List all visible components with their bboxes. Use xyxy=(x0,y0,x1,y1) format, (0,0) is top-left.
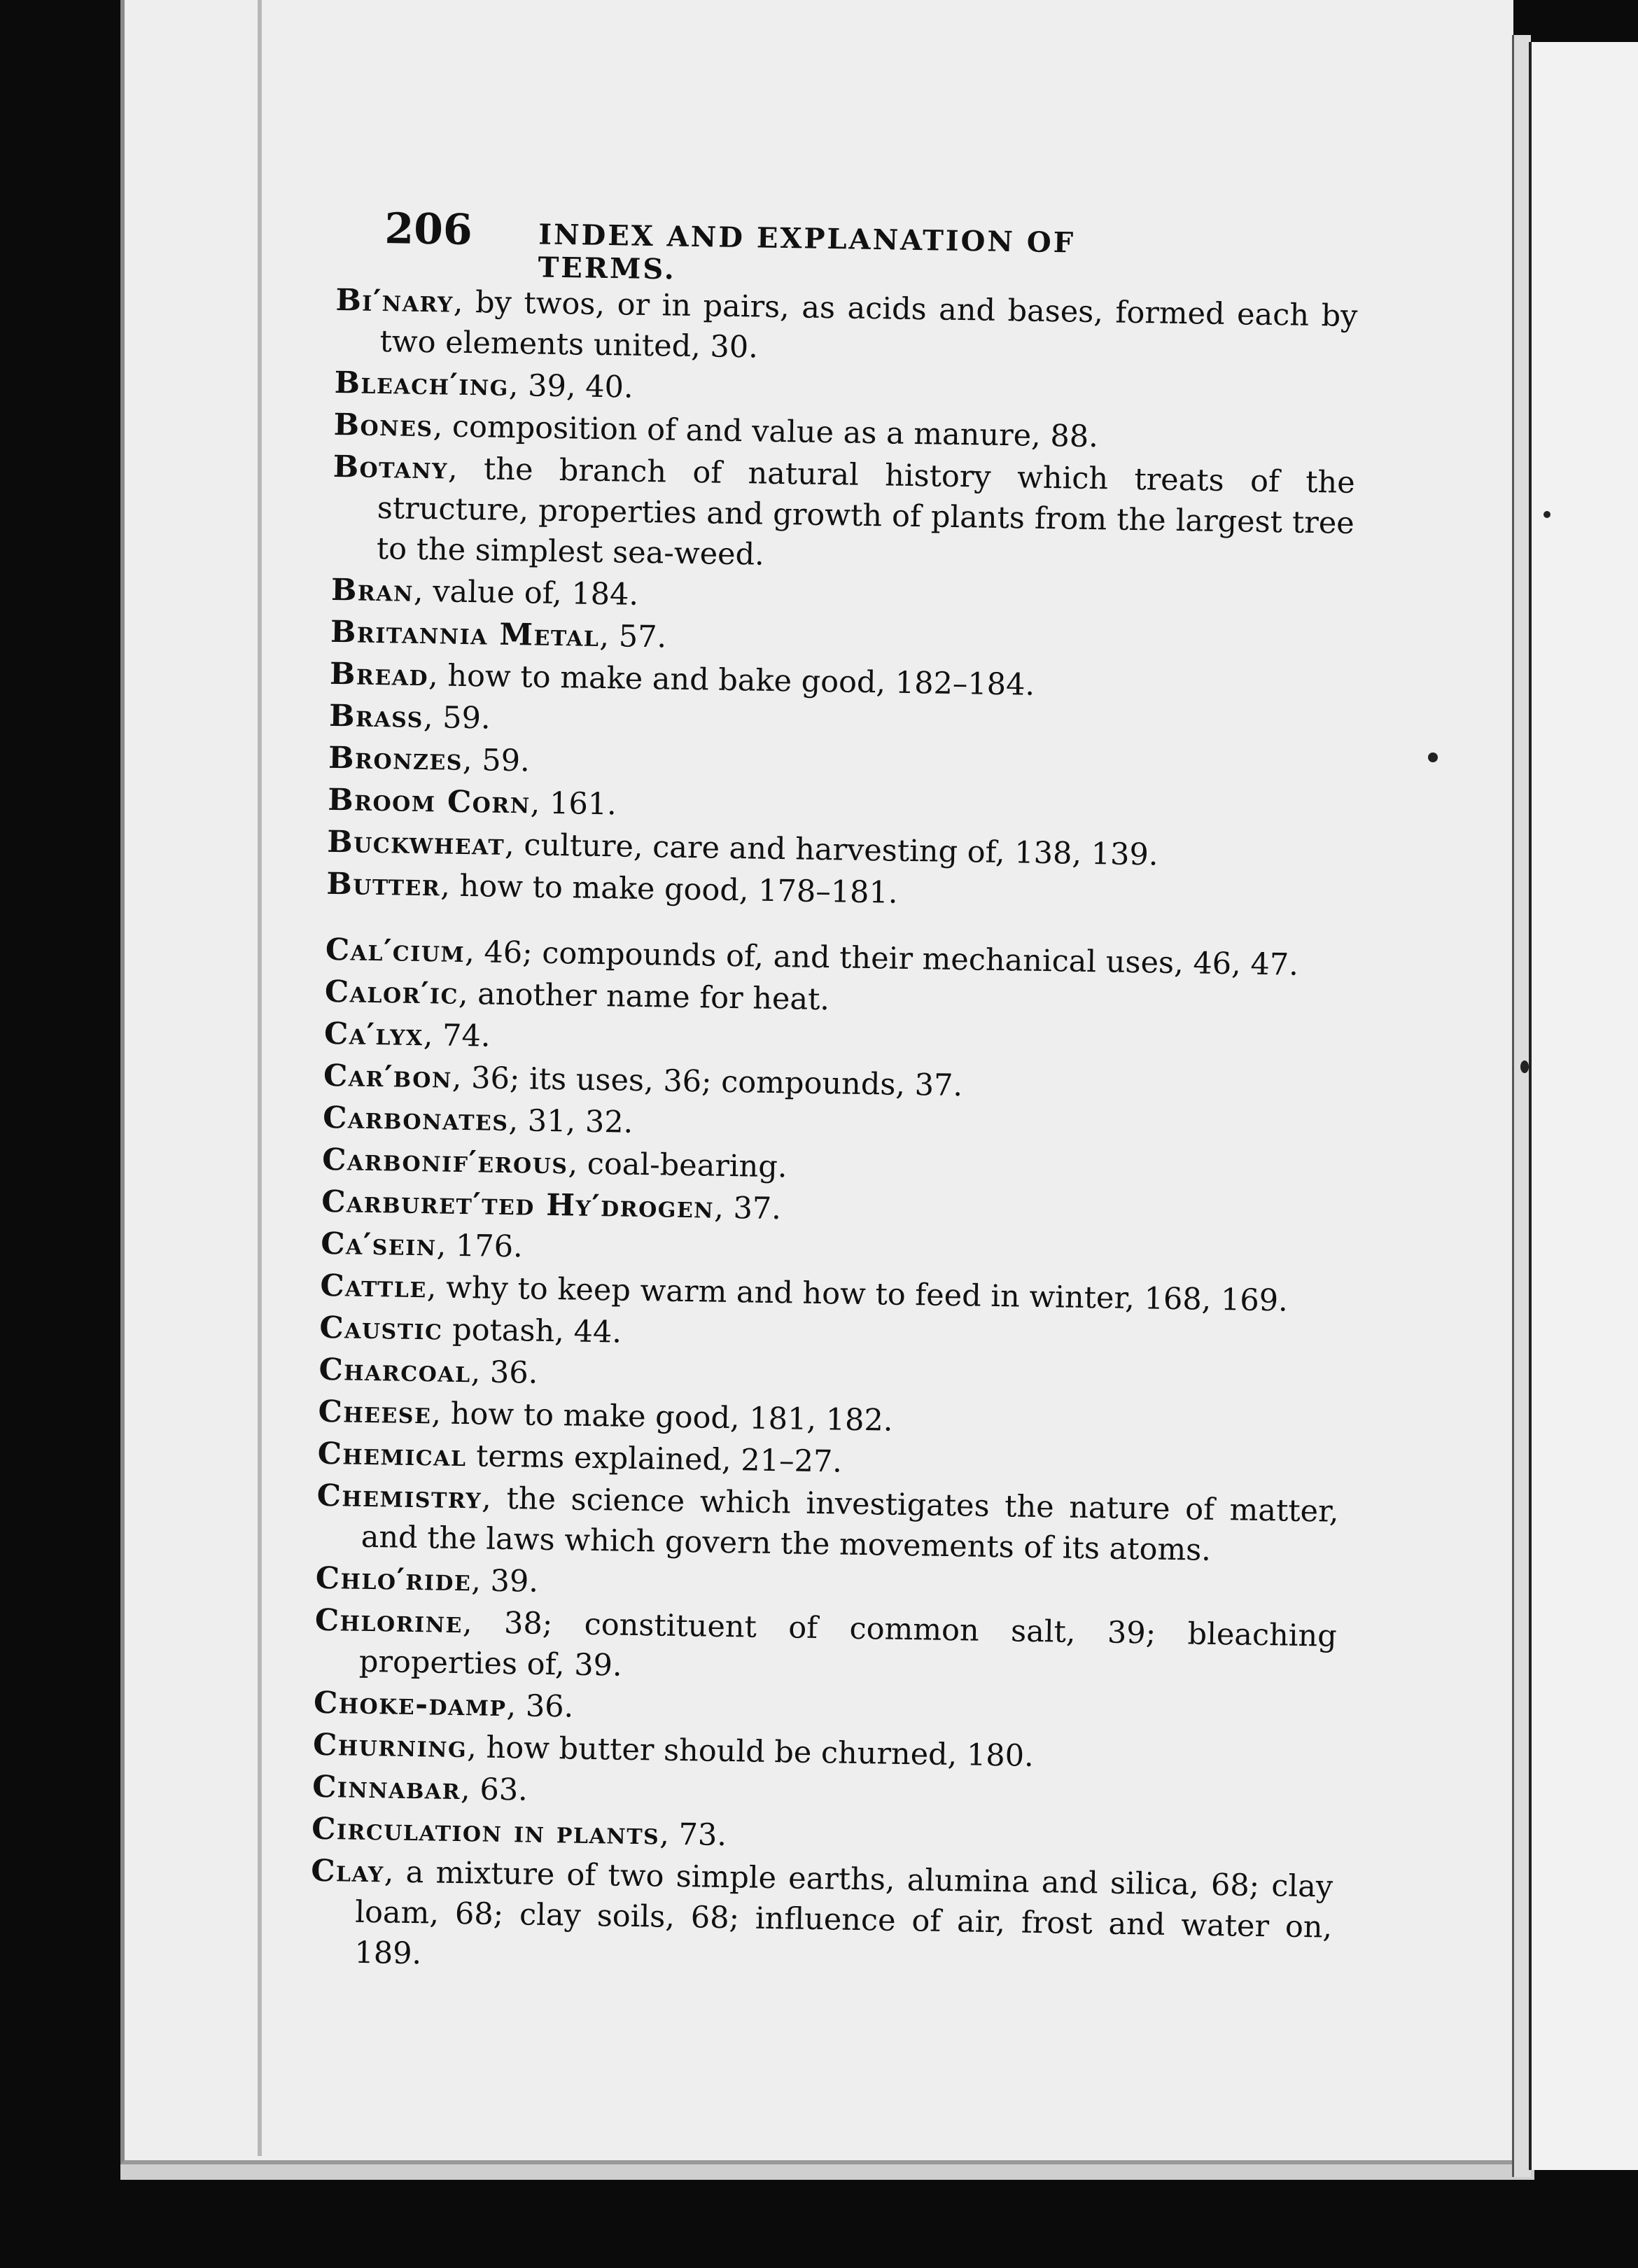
index-definition: , 31, 32. xyxy=(508,1103,634,1140)
index-definition: , 63. xyxy=(460,1772,528,1808)
index-term: Britannia Metal xyxy=(330,614,600,654)
index-definition: , 74. xyxy=(423,1018,491,1054)
index-term: Churning xyxy=(312,1727,468,1765)
index-term: Choke-damp xyxy=(313,1685,507,1724)
index-definition: , another name for heat. xyxy=(458,976,830,1018)
index-term: Chemical xyxy=(317,1436,467,1474)
index-definition: , the science which investigates the nature of matter, and the laws which govern the movements of its atoms. xyxy=(360,1480,1339,1568)
index-section-b xyxy=(326,280,1358,920)
index-term: Cal′cium xyxy=(325,932,465,970)
index-definition: , how to make good, 181, 182. xyxy=(431,1396,893,1438)
index-definition: , 37. xyxy=(713,1190,782,1227)
index-entry xyxy=(316,1476,1339,1573)
index-definition: , how to make and bake good, 182–184. xyxy=(428,658,1035,703)
page-speck xyxy=(1428,752,1438,762)
index-term: Brass xyxy=(328,698,424,736)
index-entry xyxy=(335,280,1358,377)
index-definition: , 39, 40. xyxy=(508,368,634,405)
index-term: Charcoal xyxy=(318,1352,472,1390)
index-term: Chlorine xyxy=(314,1602,463,1641)
index-definition: , 176. xyxy=(436,1228,524,1265)
index-body xyxy=(309,280,1358,1990)
index-term: Bones xyxy=(333,407,434,444)
index-definition: , 57. xyxy=(599,618,667,655)
page-margin-rule xyxy=(258,0,262,2156)
index-definition: , a mixture of two simple earths, alumina and silica, 68; clay loam, 68; clay soils, 68; influence of air, frost and water on, 189. xyxy=(354,1854,1334,1972)
index-definition: , 46; compounds of, and their mechanical uses, 46, 47. xyxy=(464,934,1299,983)
index-term: Caustic xyxy=(319,1310,443,1348)
index-term: Bi′nary xyxy=(335,282,454,320)
index-term: Buckwheat xyxy=(326,824,505,862)
index-definition: , composition of and value as a manure, 88. xyxy=(433,409,1099,455)
index-definition: , 36. xyxy=(470,1354,538,1391)
index-term: Carburet′ted Hy′drogen xyxy=(321,1184,715,1226)
index-term: Clay xyxy=(310,1853,385,1890)
index-term: Car′bon xyxy=(323,1058,453,1096)
index-definition: , 161. xyxy=(530,785,617,822)
book-gutter xyxy=(1512,35,1531,2177)
index-entry xyxy=(332,447,1356,584)
index-definition: , 59. xyxy=(462,742,531,779)
index-term: Calor′ic xyxy=(324,974,459,1011)
index-term: Ca′sein xyxy=(320,1226,438,1264)
index-term: Carbonif′erous xyxy=(321,1142,568,1182)
index-definition: , the branch of natural history which treats of the structure, properties and growth of plants from the largest tree to the simplest sea-weed. xyxy=(376,451,1356,573)
index-entry xyxy=(314,1600,1338,1698)
index-definition: , why to keep warm and how to feed in winter, 168, 169. xyxy=(426,1270,1289,1319)
index-definition: , coal-bearing. xyxy=(568,1146,788,1185)
index-definition: potash, 44. xyxy=(442,1312,622,1350)
index-term: Cattle xyxy=(320,1268,428,1306)
index-definition: , by twos, or in pairs, as acids and bases, formed each by two elements united, 30. xyxy=(379,284,1358,365)
index-definition: terms explained, 21–27. xyxy=(466,1438,843,1480)
page-speck xyxy=(1544,511,1550,518)
index-term: Cinnabar xyxy=(312,1769,461,1807)
index-section-c xyxy=(309,930,1348,1989)
index-definition: , culture, care and harvesting of, 138, 139. xyxy=(504,827,1158,873)
index-term: Bran xyxy=(330,572,414,609)
index-term: Cheese xyxy=(318,1394,432,1432)
index-term: Carbonates xyxy=(322,1100,509,1139)
index-definition: , how butter should be churned, 180. xyxy=(466,1730,1035,1774)
page-speck xyxy=(1520,1060,1529,1073)
index-term: Circulation in plants xyxy=(311,1811,660,1852)
index-definition: , 36. xyxy=(506,1688,574,1725)
index-definition: , 36; its uses, 36; compounds, 37. xyxy=(451,1060,963,1104)
index-term: Bronzes xyxy=(328,740,463,778)
index-term: Chlo′ride xyxy=(315,1560,472,1599)
index-definition: , 39. xyxy=(470,1563,539,1600)
index-term: Botany xyxy=(332,449,449,486)
index-term: Bleach′ing xyxy=(334,365,510,403)
index-entry xyxy=(309,1851,1334,1989)
page-bottom-edge xyxy=(120,2164,1534,2180)
index-definition: , 73. xyxy=(659,1816,727,1854)
index-definition: , 59. xyxy=(423,700,491,736)
index-definition: , how to make good, 178–181. xyxy=(440,868,898,911)
page-number: 206 xyxy=(384,204,473,255)
index-term: Broom Corn xyxy=(327,782,531,821)
running-title: INDEX AND EXPLANATION OF TERMS. xyxy=(538,218,1076,286)
index-term: Butter xyxy=(326,866,441,904)
index-term: Bread xyxy=(329,656,429,694)
facing-page-edge xyxy=(1529,42,1638,2170)
index-term: Chemistry xyxy=(316,1478,482,1516)
index-term: Ca′lyx xyxy=(323,1016,424,1054)
index-definition: , 38; constituent of common salt, 39; bleaching properties of, 39. xyxy=(358,1605,1338,1684)
index-definition: , value of, 184. xyxy=(413,573,639,612)
